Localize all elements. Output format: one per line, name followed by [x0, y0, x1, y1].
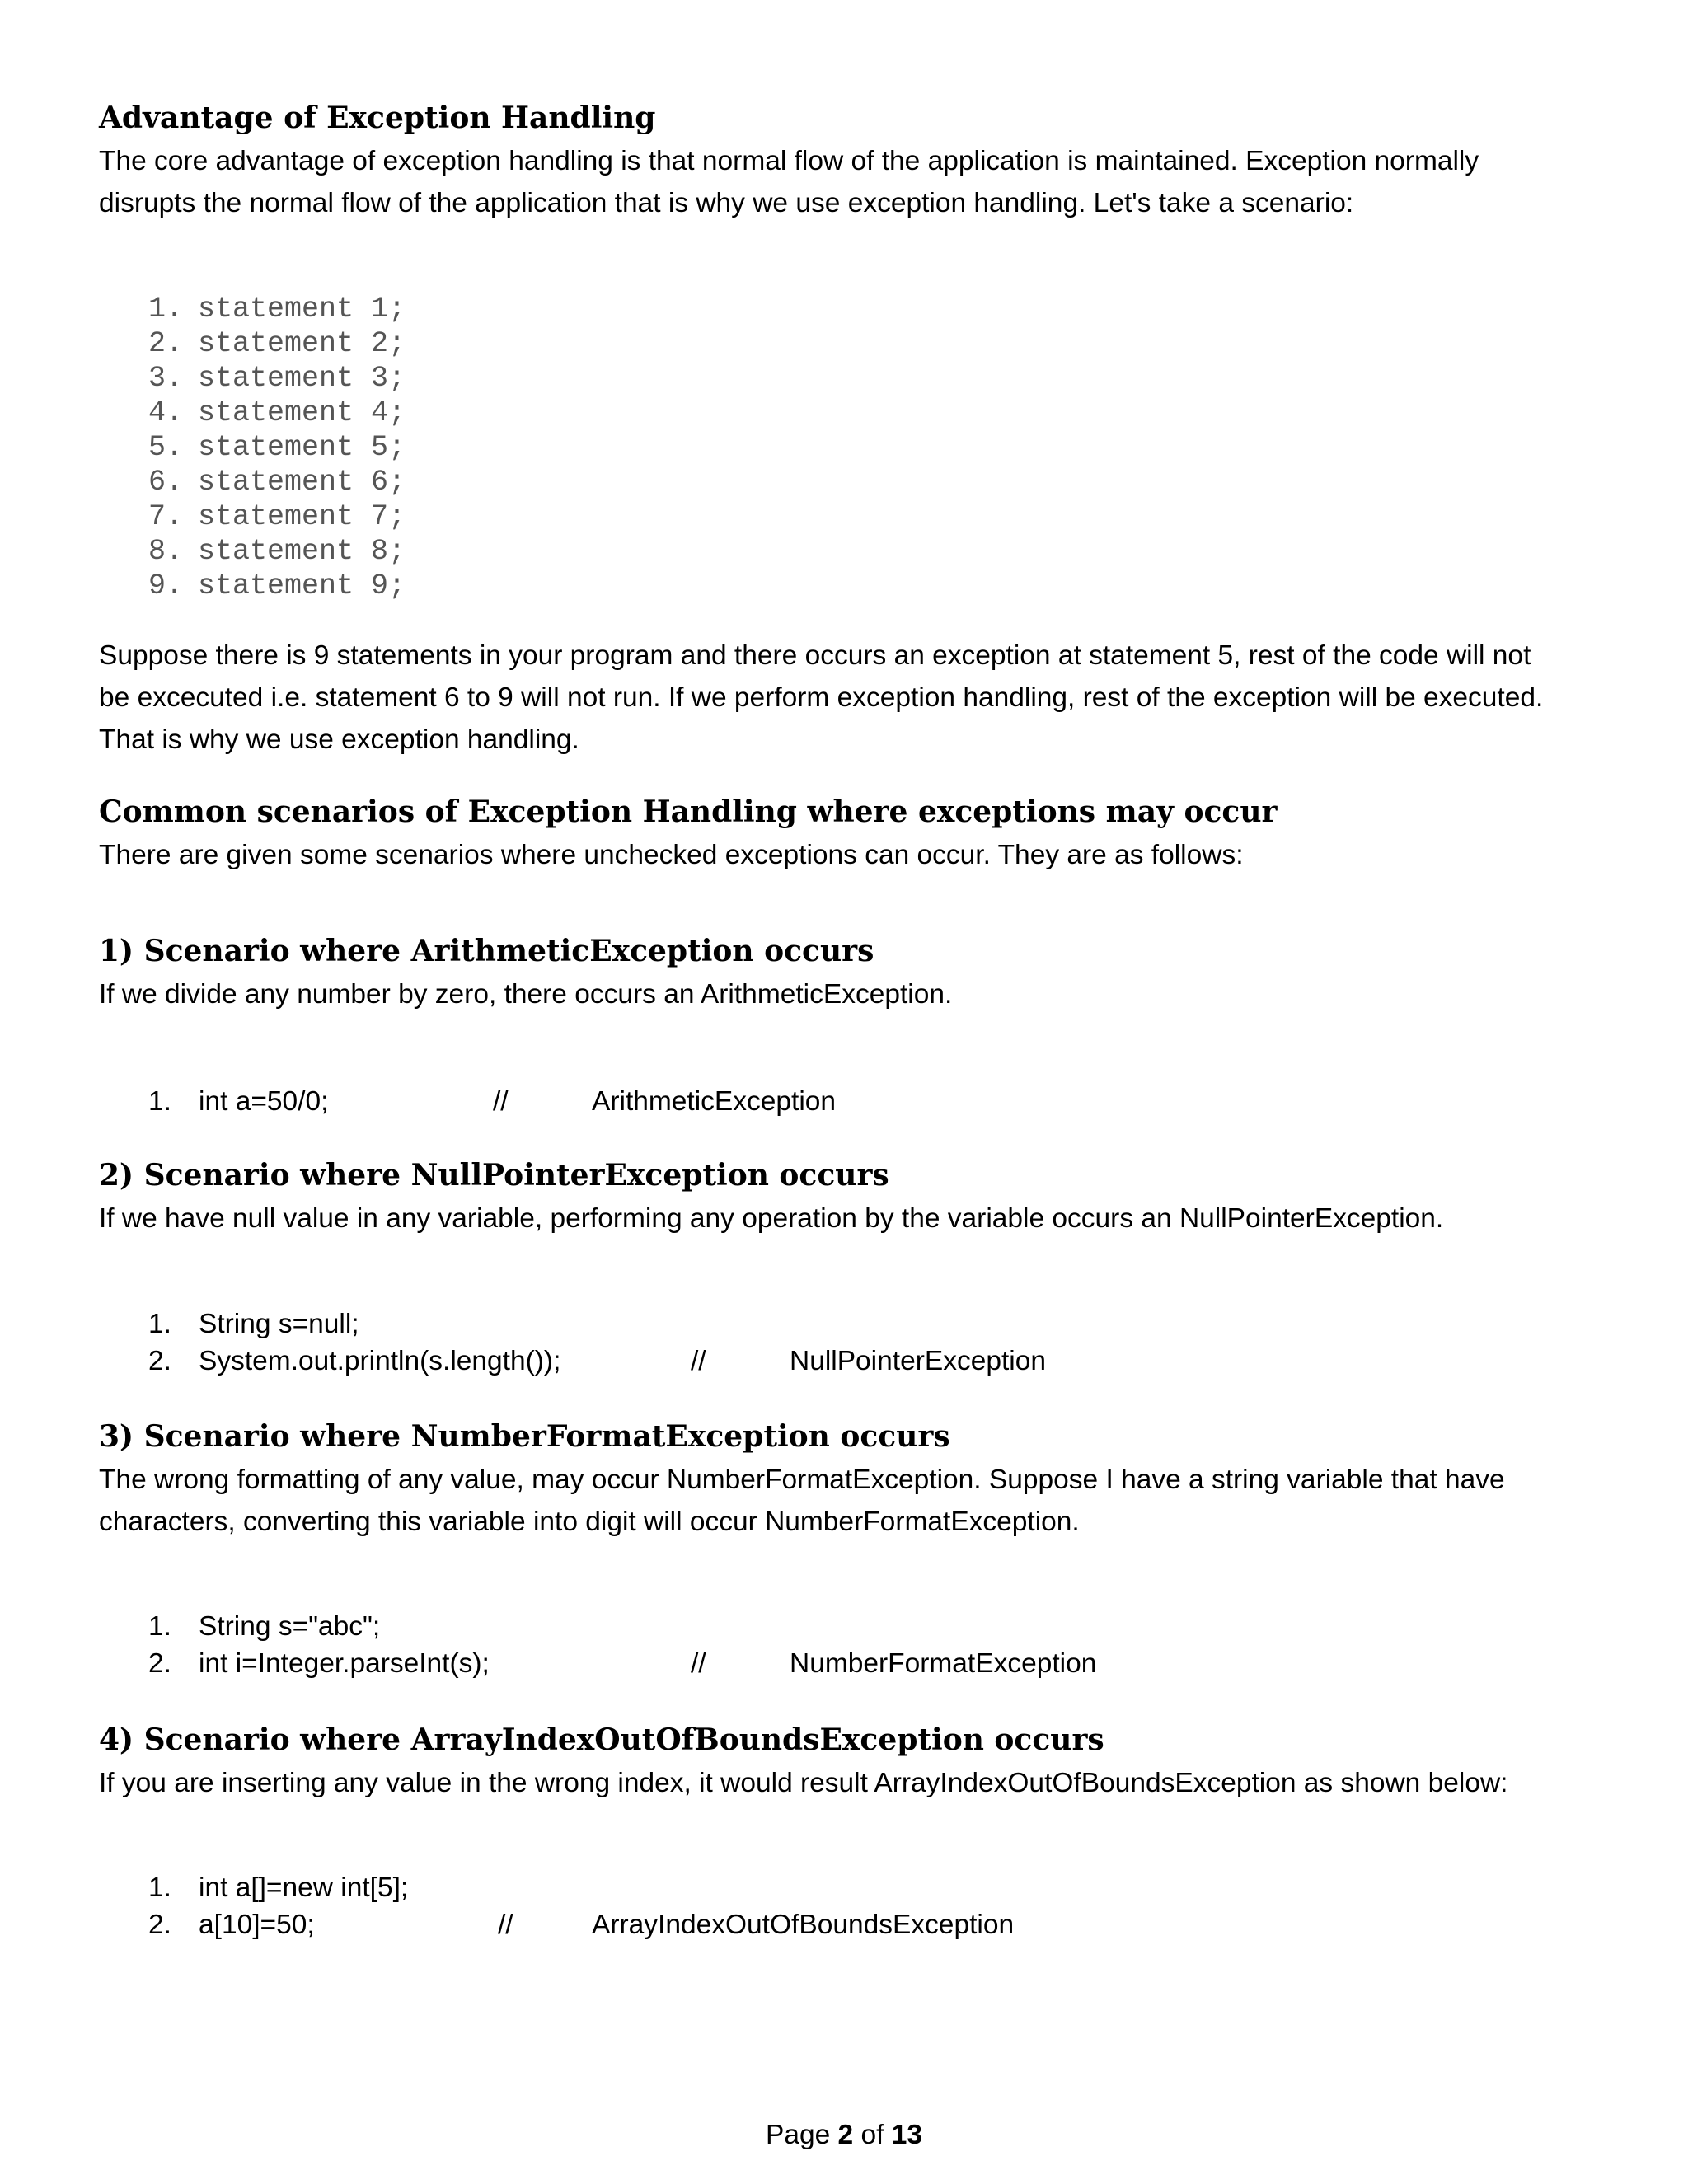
- list-item: [148, 499, 406, 534]
- line-number: 7.: [148, 500, 184, 533]
- line-number: 1.: [148, 1086, 171, 1117]
- code-statement: System.out.println(s.length());: [199, 1346, 561, 1376]
- list-item: [148, 326, 406, 361]
- statement-text: statement 3;: [198, 362, 406, 395]
- heading-advantage: Advantage of Exception Handling: [99, 101, 656, 135]
- exception-name: ArrayIndexOutOfBoundsException: [592, 1910, 1015, 1940]
- page-label: Page: [765, 2120, 831, 2150]
- heading-scenario-3: 3) Scenario where NumberFormatException occurs: [99, 1419, 950, 1454]
- statement-text: statement 7;: [198, 500, 406, 533]
- paragraph-scenario-2: If we have null value in any variable, performing any operation by the variable occurs an NullPointerException.: [99, 1203, 1444, 1234]
- of-label: of: [860, 2120, 884, 2150]
- total-pages: 13: [891, 2120, 923, 2150]
- code-statement: String s=null;: [199, 1309, 359, 1339]
- list-item: [148, 569, 406, 603]
- line-number: 2.: [148, 327, 184, 360]
- paragraph-scenario-3: [99, 1459, 1607, 1543]
- statement-text: statement 5;: [198, 431, 406, 464]
- statement-text: statement 2;: [198, 327, 406, 360]
- paragraph-line: disrupts the normal flow of the application that is why we use exception handling. Let's take a scenario:: [99, 188, 1354, 218]
- statement-list: [148, 292, 406, 603]
- paragraph-explanation: [99, 635, 1607, 761]
- heading-common-scenarios: Common scenarios of Exception Handling where exceptions may occur: [99, 794, 1278, 829]
- paragraph-common-scenarios: There are given some scenarios where unchecked exceptions can occur. They are as follows:: [99, 840, 1244, 870]
- list-item: [148, 534, 406, 569]
- code-statement: a[10]=50;: [199, 1910, 315, 1940]
- statement-text: statement 4;: [198, 396, 406, 429]
- statement-text: statement 8;: [198, 535, 406, 568]
- code-comment: //: [498, 1910, 513, 1940]
- heading-scenario-4: 4) Scenario where ArrayIndexOutOfBoundsException occurs: [99, 1722, 1104, 1757]
- current-page-number: 2: [837, 2120, 854, 2150]
- paragraph-scenario-1: If we divide any number by zero, there occurs an ArithmeticException.: [99, 979, 953, 1010]
- line-number: 2.: [148, 1346, 171, 1376]
- exception-name: NumberFormatException: [790, 1648, 1097, 1679]
- line-number: 9.: [148, 569, 184, 602]
- list-item: [148, 430, 406, 465]
- heading-scenario-2: 2) Scenario where NullPointerException occurs: [99, 1158, 889, 1193]
- code-comment: //: [691, 1648, 706, 1679]
- paragraph-scenario-4: If you are inserting any value in the wrong index, it would result ArrayIndexOutOfBoundsException as shown below:: [99, 1768, 1508, 1798]
- code-statement: int i=Integer.parseInt(s);: [199, 1648, 490, 1679]
- code-comment: //: [493, 1086, 509, 1117]
- paragraph-line: That is why we use exception handling.: [99, 724, 579, 755]
- line-number: 6.: [148, 466, 184, 499]
- heading-scenario-1: 1) Scenario where ArithmeticException occurs: [99, 934, 874, 968]
- line-number: 8.: [148, 535, 184, 568]
- exception-name: ArithmeticException: [592, 1086, 837, 1117]
- statement-text: statement 1;: [198, 293, 406, 326]
- line-number: 4.: [148, 396, 184, 429]
- paragraph-line: characters, converting this variable into digit will occur NumberFormatException.: [99, 1507, 1080, 1537]
- line-number: 2.: [148, 1648, 171, 1679]
- line-number: 1.: [148, 1872, 171, 1903]
- statement-text: statement 9;: [198, 569, 406, 602]
- line-number: 2.: [148, 1910, 171, 1940]
- statement-text: statement 6;: [198, 466, 406, 499]
- paragraph-line: The core advantage of exception handling is that normal flow of the application is maintained. Exception normally: [99, 146, 1479, 176]
- line-number: 1.: [148, 293, 184, 326]
- paragraph-line: Suppose there is 9 statements in your program and there occurs an exception at statement 5, rest of the code will not: [99, 640, 1531, 671]
- line-number: 1.: [148, 1611, 171, 1642]
- list-item: [148, 396, 406, 430]
- paragraph-advantage: [99, 140, 1607, 224]
- code-statement: int a=50/0;: [199, 1086, 329, 1117]
- page-footer: [0, 2116, 1688, 2154]
- list-item: [148, 292, 406, 326]
- line-number: 1.: [148, 1309, 171, 1339]
- code-statement: String s="abc";: [199, 1611, 381, 1642]
- list-item: [148, 465, 406, 499]
- code-comment: //: [691, 1346, 706, 1376]
- paragraph-line: The wrong formatting of any value, may occur NumberFormatException. Suppose I have a string variable that have: [99, 1465, 1505, 1495]
- line-number: 5.: [148, 431, 184, 464]
- list-item: [148, 361, 406, 396]
- exception-name: NullPointerException: [790, 1346, 1046, 1376]
- code-statement: int a[]=new int[5];: [199, 1872, 409, 1903]
- paragraph-line: be excecuted i.e. statement 6 to 9 will not run. If we perform exception handling, rest of the exception will be executed.: [99, 682, 1544, 713]
- line-number: 3.: [148, 362, 184, 395]
